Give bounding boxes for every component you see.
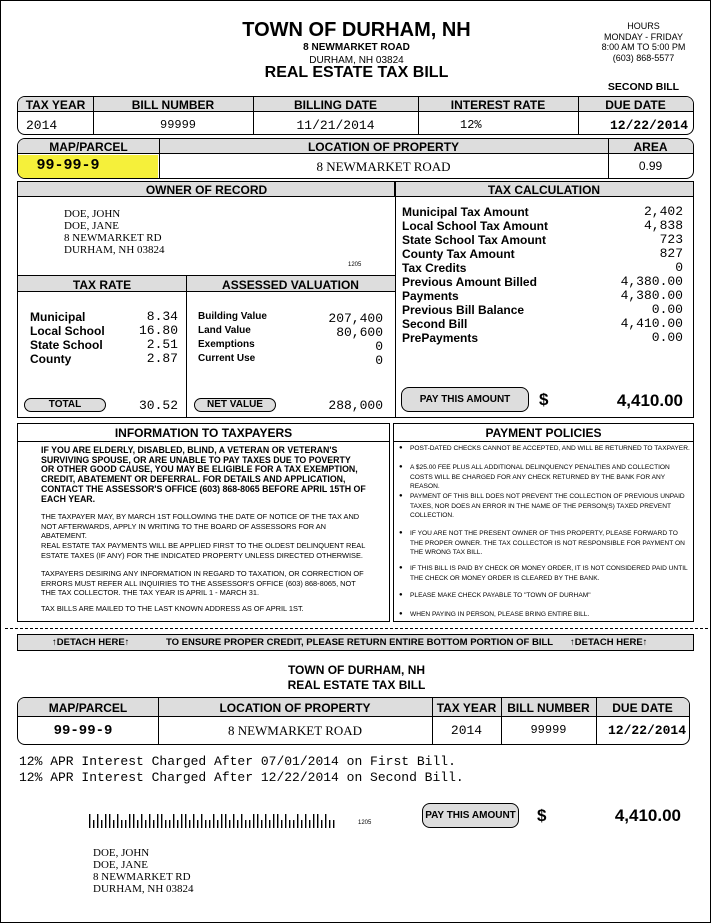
net-value-label: NET VALUE: [194, 398, 276, 412]
barcode-bar: [189, 820, 190, 828]
calc-label-previous-billed: Previous Amount Billed: [402, 275, 537, 289]
info-header: INFORMATION TO TAXPAYERS: [114, 426, 293, 440]
calc-value-previous-balance: 0.00: [651, 302, 683, 317]
stub-pay-amount: 4,410.00: [614, 806, 681, 825]
mail-line-1: DOE, JOHN: [93, 847, 150, 859]
barcode-bar: [177, 820, 178, 828]
stub-bill-title: REAL ESTATE TAX BILL: [287, 678, 426, 692]
barcode-bar: [157, 814, 158, 828]
due-date-header: DUE DATE: [605, 98, 666, 112]
hours-time: 8:00 AM TO 5:00 PM: [601, 42, 686, 52]
tax-year-value: 2014: [26, 118, 58, 133]
calc-label-previous-balance: Previous Bill Balance: [402, 303, 525, 317]
bullet-icon: ●: [399, 464, 403, 470]
calc-value-prepayments: 0.00: [651, 330, 683, 345]
calc-label-municipal: Municipal Tax Amount: [402, 205, 529, 219]
barcode-bar: [289, 820, 290, 828]
info-payments-text: REAL ESTATE TAX PAYMENTS WILL BE APPLIED FIRST TO THE OLDEST DELINQUENT REAL ESTATE TAXES (IF ANY) FOR THE INDICATED PROPERTY UNLESS DIRECTED OTHERWISE.: [41, 541, 366, 560]
barcode-bar: [277, 814, 278, 828]
policy-item-5: IF THIS BILL IS PAID BY CHECK OR MONEY ORDER, IT IS NOT CONSIDERED PAID UNTIL THE CHECK OR MONEY ORDER IS CLEARED BY THE BANK.: [410, 565, 688, 582]
detach-instructions: TO ENSURE PROPER CREDIT, PLEASE RETURN ENTIRE BOTTOM PORTION OF BILL: [166, 637, 554, 648]
map-parcel-value: 99-99-9: [36, 157, 100, 174]
barcode-bar: [221, 814, 222, 828]
barcode-bar: [249, 820, 250, 828]
tax-calc-header: TAX CALCULATION: [487, 183, 601, 197]
detach-line: [5, 628, 708, 629]
calc-label-payments: Payments: [402, 289, 459, 303]
mail-line-2: DOE, JANE: [93, 859, 148, 871]
policy-item-4: IF YOU ARE NOT THE PRESENT OWNER OF THIS PROPERTY, PLEASE FORWARD TO THE PROPER OWNER. THE TAX COLLECTOR IS NOT RESPONSIBLE FOR PAYMENT ON THE WRONG TAX BILL.: [410, 530, 685, 556]
barcode-bar: [205, 820, 206, 828]
billing-date-header: BILLING DATE: [293, 98, 378, 112]
barcode-bar: [261, 820, 262, 828]
interest-rate-value: 12%: [460, 118, 482, 132]
barcode-bar: [153, 820, 154, 828]
postal-barcode: [89, 814, 339, 834]
barcode-bar: [213, 814, 214, 828]
policy-item-1: POST-DATED CHECKS CANNOT BE ACCEPTED, AND WILL BE RETURNED TO TAXPAYER.: [410, 445, 690, 452]
barcode-bar: [245, 820, 246, 828]
hours-days: MONDAY - FRIDAY: [603, 31, 683, 42]
area-header: AREA: [633, 140, 668, 154]
area-value: 0.99: [638, 159, 663, 173]
barcode-bar: [285, 814, 286, 828]
assessed-label-exemptions: Exemptions: [198, 339, 255, 350]
assessed-label-building: Building Value: [198, 311, 267, 322]
rate-value-state-school: 2.51: [146, 337, 178, 352]
barcode-bar: [181, 814, 182, 828]
stub-map-parcel-value: 99-99-9: [53, 723, 113, 739]
calc-value-state-school: 723: [659, 232, 683, 247]
info-inquiries-text: TAXPAYERS DESIRING ANY INFORMATION IN REGARD TO TAXATION, OR CORRECTION OF ERRORS MUST REFER ALL INQUIRIES TO THE ASSESSOR'S OFFICE (603) 868-8065, NOT THE TAX COLLECTOR. THE TAX YEAR IS APRIL 1 - MARCH 31.: [41, 569, 364, 597]
location-value: 8 NEWMARKET ROAD: [316, 159, 451, 174]
policy-item-6: PLEASE MAKE CHECK PAYABLE TO "TOWN OF DURHAM": [410, 592, 591, 599]
interest-rate-header: INTEREST RATE: [450, 98, 546, 112]
total-rate-value: 30.52: [138, 398, 178, 413]
barcode-bar: [101, 820, 102, 828]
barcode-bar: [117, 814, 118, 828]
bill-number-value: 99999: [160, 118, 197, 132]
mail-line-3: 8 NEWMARKET RD: [93, 871, 191, 883]
arrow-up-icon: ↑: [52, 637, 57, 648]
map-parcel-header: MAP/PARCEL: [49, 140, 128, 154]
calc-label-county: County Tax Amount: [402, 247, 515, 261]
detach-right: ↑DETACH HERE↑: [570, 637, 648, 648]
calc-label-prepayments: PrePayments: [402, 331, 479, 345]
calc-value-county: 827: [659, 246, 683, 261]
bill-title: REAL ESTATE TAX BILL: [264, 64, 449, 81]
rate-label-county: County: [30, 352, 72, 366]
calc-value-payments: 4,380.00: [620, 288, 683, 303]
barcode-bar: [193, 814, 194, 828]
barcode-code: 1205: [358, 820, 372, 826]
bill-type: SECOND BILL: [607, 81, 680, 93]
pay-this-amount-button[interactable]: PAY THIS AMOUNT: [401, 387, 529, 412]
hours-label: HOURS: [627, 21, 660, 31]
barcode-bar: [297, 814, 298, 828]
owner-line-2: DOE, JANE: [64, 220, 119, 232]
stub-due-date-value: 12/22/2014: [607, 723, 686, 738]
barcode-bar: [93, 820, 94, 828]
barcode-bar: [201, 814, 202, 828]
billing-date-value: 11/21/2014: [296, 118, 375, 133]
barcode-bar: [301, 820, 302, 828]
pay-currency: $: [539, 390, 549, 409]
barcode-bar: [265, 814, 266, 828]
stub-location-value: 8 NEWMARKET ROAD: [227, 723, 363, 738]
arrow-up-icon: ↑: [124, 637, 130, 648]
owner-address: [64, 208, 165, 256]
rate-value-local-school: 16.80: [138, 323, 178, 338]
tax-rate-header: TAX RATE: [72, 278, 132, 292]
calc-label-credits: Tax Credits: [402, 261, 467, 275]
town-title: TOWN OF DURHAM, NH: [242, 19, 471, 41]
barcode-bar: [209, 820, 210, 828]
barcode-bar: [321, 820, 322, 828]
owner-line-3: 8 NEWMARKET RD: [64, 232, 162, 244]
assessed-label-current-use: Current Use: [198, 353, 256, 364]
policy-item-3: PAYMENT OF THIS BILL DOES NOT PREVENT THE COLLECTION OF PREVIOUS UNPAID TAXES, NOR DOES AN ERROR IN THE NAME OF THE PERSON(S) TAXED PREVENT COLLECTION.: [410, 493, 685, 519]
calc-value-credits: 0: [675, 260, 683, 275]
barcode-bar: [313, 814, 314, 828]
arrow-up-icon: ↑: [570, 637, 575, 648]
barcode-bar: [229, 820, 230, 828]
tax-year-header: TAX YEAR: [25, 98, 86, 112]
barcode-bar: [121, 820, 122, 828]
bullet-icon: ●: [399, 445, 403, 451]
barcode-bar: [149, 814, 150, 828]
stub-pay-currency: $: [537, 806, 547, 825]
due-date-value: 12/22/2014: [609, 118, 688, 133]
barcode-bar: [133, 814, 134, 828]
assessed-header: ASSESSED VALUATION: [222, 278, 359, 292]
assessed-value-exemptions: 0: [375, 339, 383, 354]
barcode-bar: [105, 814, 106, 828]
calc-value-second-bill: 4,410.00: [620, 316, 683, 331]
assessed-value-building: 207,400: [328, 311, 383, 326]
bullet-icon: ●: [399, 565, 403, 571]
info-eligibility-text: IF YOU ARE ELDERLY, DISABLED, BLIND, A VETERAN OR VETERAN'S SURVIVING SPOUSE, OR ARE UNABLE TO PAY TAXES DUE TO POVERTY OR OTHER GOOD CAUSE, YOU MAY BE ELIGIBLE FOR A TAX EXEMPTION, CREDIT, ABATEMENT OR DEFERRAL. FOR DETAILS AND APPLICATION, CONTACT THE ASSESSOR'S OFFICE (603) 868-8065 BEFORE APRIL 15TH OF EACH YEAR.: [41, 445, 366, 504]
calc-value-municipal: 2,402: [643, 204, 683, 219]
rate-value-municipal: 8.34: [146, 309, 178, 324]
barcode-bar: [309, 820, 310, 828]
assessed-label-land: Land Value: [198, 325, 251, 336]
barcode-bar: [165, 820, 166, 828]
rate-label-municipal: Municipal: [30, 310, 86, 324]
bill-number-header: BILL NUMBER: [131, 98, 215, 112]
rate-value-county: 2.87: [146, 351, 178, 366]
barcode-bar: [273, 814, 274, 828]
barcode-bar: [145, 820, 146, 828]
barcode-bar: [141, 814, 142, 828]
barcode-bar: [281, 820, 282, 828]
owner-code: 1205: [348, 262, 362, 268]
assessed-value-land: 80,600: [336, 325, 383, 340]
calc-value-previous-billed: 4,380.00: [620, 274, 683, 289]
owner-header: OWNER OF RECORD: [145, 183, 268, 197]
stub-pay-this-amount-button[interactable]: PAY THIS AMOUNT: [422, 803, 519, 828]
stub-bill-number-header: BILL NUMBER: [507, 701, 590, 715]
barcode-bar: [185, 814, 186, 828]
barcode-bar: [109, 814, 110, 828]
arrow-up-icon: ↑: [642, 637, 648, 648]
total-label: TOTAL: [24, 398, 106, 412]
barcode-bar: [233, 814, 234, 828]
barcode-bar: [113, 820, 114, 828]
calc-label-local-school: Local School Tax Amount: [402, 219, 549, 233]
stub-summary-box: [17, 697, 690, 745]
owner-line-4: DURHAM, NH 03824: [64, 244, 165, 256]
bullet-icon: ●: [399, 493, 403, 499]
info-abatement-text: THE TAXPAYER MAY, BY MARCH 1ST FOLLOWING THE DATE OF NOTICE OF THE TAX AND NOT AFTERWARDS, APPLY IN WRITING TO THE BOARD OF ASSESSORS FOR AN ABATEMENT.: [41, 512, 360, 540]
detach-bar: [17, 634, 694, 651]
barcode-bar: [169, 820, 170, 828]
barcode-bar: [237, 820, 238, 828]
bill-summary-box: [17, 96, 694, 135]
barcode-bar: [241, 814, 242, 828]
mail-line-4: DURHAM, NH 03824: [93, 883, 194, 895]
barcode-bar: [329, 820, 330, 828]
info-taxpayers-box: [17, 423, 390, 622]
location-header: LOCATION OF PROPERTY: [307, 140, 460, 154]
stub-tax-year-value: 2014: [450, 723, 483, 738]
parcel-box: [17, 138, 694, 179]
bullet-icon: ●: [399, 592, 403, 598]
barcode-bar: [317, 814, 318, 828]
owner-tax-section: [17, 181, 694, 418]
stub-bill-number-value: 99999: [530, 723, 567, 737]
town-address-1: 8 NEWMARKET ROAD: [303, 42, 410, 53]
barcode-bar: [161, 814, 162, 828]
stub-location-header: LOCATION OF PROPERTY: [219, 701, 371, 715]
barcode-bar: [97, 814, 98, 828]
interest-line-2: 12% APR Interest Charged After 12/22/2014 on Second Bill.: [19, 770, 464, 785]
rate-label-local-school: Local School: [30, 324, 105, 338]
rate-label-state-school: State School: [30, 338, 103, 352]
calc-label-second-bill: Second Bill: [402, 317, 468, 331]
barcode-bar: [89, 814, 90, 828]
mailing-address: [93, 847, 194, 895]
barcode-bar: [333, 820, 334, 828]
barcode-bar: [225, 814, 226, 828]
pay-amount: 4,410.00: [616, 391, 683, 410]
info-mailing-text: TAX BILLS ARE MAILED TO THE LAST KNOWN ADDRESS AS OF APRIL 1ST.: [41, 604, 304, 613]
barcode-bar: [257, 814, 258, 828]
stub-map-parcel-header: MAP/PARCEL: [48, 701, 128, 715]
barcode-bar: [253, 814, 254, 828]
stub-due-date-header: DUE DATE: [612, 701, 673, 715]
barcode-bar: [293, 820, 294, 828]
barcode-bar: [173, 814, 174, 828]
barcode-bar: [125, 820, 126, 828]
policies-header: PAYMENT POLICIES: [485, 426, 602, 440]
barcode-bar: [129, 814, 130, 828]
stub-tax-year-header: TAX YEAR: [436, 701, 497, 715]
policy-item-7: WHEN PAYING IN PERSON, PLEASE BRING ENTIRE BILL.: [410, 611, 590, 618]
policy-item-2: A $25.00 FEE PLUS ALL ADDITIONAL DELINQUENCY PENALTIES AND COLLECTION COSTS WILL BE CHARGED FOR ANY CHECK RETURNED BY THE BANK FOR ANY REASON.: [410, 464, 670, 490]
owner-line-1: DOE, JOHN: [64, 208, 121, 220]
bullet-icon: ●: [399, 611, 403, 617]
net-value: 288,000: [328, 398, 383, 413]
barcode-bar: [305, 814, 306, 828]
interest-notices: [19, 754, 464, 786]
stub-town-title: TOWN OF DURHAM, NH: [287, 663, 426, 677]
assessed-value-current-use: 0: [375, 353, 383, 368]
barcode-bar: [325, 814, 326, 828]
hours-phone: (603) 868-5577: [612, 52, 675, 63]
bullet-icon: ●: [399, 530, 403, 536]
barcode-bar: [217, 820, 218, 828]
payment-policies-box: [393, 423, 694, 622]
office-hours: [586, 21, 701, 63]
barcode-bar: [197, 820, 198, 828]
town-address-2: DURHAM, NH 03824: [309, 55, 404, 66]
detach-left: ↑DETACH HERE↑: [52, 637, 130, 648]
barcode-bar: [269, 820, 270, 828]
barcode-bar: [137, 820, 138, 828]
interest-line-1: 12% APR Interest Charged After 07/01/2014 on First Bill.: [19, 754, 456, 769]
calc-label-state-school: State School Tax Amount: [402, 233, 547, 247]
calc-value-local-school: 4,838: [643, 218, 683, 233]
